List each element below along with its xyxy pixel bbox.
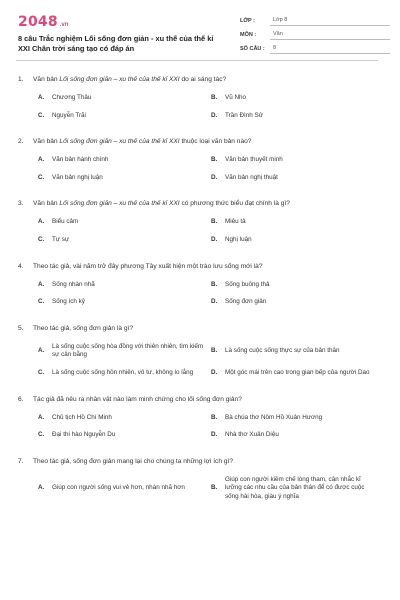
option-letter: D. <box>211 298 218 306</box>
option-letter: D. <box>211 431 218 439</box>
option-letter: C. <box>38 235 45 243</box>
answer-options <box>18 476 390 502</box>
question-text-pre: Văn bản <box>33 200 60 208</box>
question-text-row <box>18 199 390 208</box>
question-number: 4. <box>18 262 24 270</box>
option-row <box>38 476 390 502</box>
option-a[interactable] <box>38 414 211 423</box>
option-c[interactable] <box>38 369 211 378</box>
option-letter: A. <box>38 280 45 288</box>
option-text: Văn bản hành chính <box>52 156 109 164</box>
option-letter: B. <box>211 280 218 288</box>
question-4 <box>18 262 390 307</box>
question-text-row <box>18 324 390 333</box>
meta-row-count <box>240 40 390 54</box>
option-d[interactable] <box>211 369 384 378</box>
option-text: Chương Thâu <box>52 94 92 101</box>
option-b[interactable] <box>211 476 384 502</box>
question-5 <box>18 324 390 378</box>
option-text: Giúp con người sống vui vẻ hơn, nhàn nhã hơn <box>52 484 185 492</box>
meta-label: MÔN : <box>240 32 257 38</box>
option-text: Giúp con người kiềm chế lòng tham, cân nhắc kĩ lưỡng các nhu cầu của bản thân để có được cuộc sống hài hòa, giàu ý nghĩa <box>225 475 365 500</box>
option-c[interactable] <box>38 236 211 245</box>
question-text: Theo tác giả, vài năm trở đây phương Tây xuất hiện một trào lưu sống mới là? <box>33 262 263 270</box>
question-list <box>18 75 390 502</box>
document-title: 8 câu Trắc nghiệm Lối sống đơn giản - xu thế của thế kỉ XXI Chân trời sáng tạo có đáp án <box>18 34 214 53</box>
logo-domain-text: .vn <box>59 22 69 28</box>
option-b[interactable] <box>211 218 384 227</box>
option-text: Đại thi hào Nguyễn Du <box>52 431 116 439</box>
question-text <box>33 75 390 84</box>
option-row <box>38 431 390 440</box>
question-text: Tác giả đã nêu ra nhân vật nào làm minh chứng cho lối sống đơn giản? <box>33 395 242 403</box>
option-text: Là sống cuộc sống thực sự của bản thân <box>225 347 340 355</box>
option-letter: B. <box>211 413 218 421</box>
option-letter: B. <box>211 484 218 492</box>
option-b[interactable] <box>211 281 384 290</box>
option-a[interactable] <box>38 94 211 103</box>
meta-row-subject <box>240 26 390 40</box>
question-number: 1. <box>18 76 24 83</box>
question-text-post: do ai sáng tác? <box>179 76 227 83</box>
option-b[interactable] <box>211 347 384 356</box>
option-row <box>38 112 390 121</box>
option-text: Là sống cuộc sống hòa đồng với thiên nhiên, tìm kiếm sự cân bằng <box>52 342 204 359</box>
option-a[interactable] <box>38 218 211 227</box>
option-text: Trần Đình Sử <box>225 111 263 119</box>
question-text-post: có phương thức biểu đạt chính là gì? <box>179 200 290 208</box>
option-letter: A. <box>38 347 45 355</box>
answer-options <box>18 281 390 307</box>
option-text: Biểu cảm <box>52 218 79 226</box>
answer-options <box>18 156 390 182</box>
question-text: Theo tác giả, sống đơn giản là gì? <box>33 324 134 332</box>
question-2 <box>18 137 390 182</box>
option-letter: D. <box>211 368 218 376</box>
site-logo[interactable] <box>18 14 224 31</box>
option-letter: A. <box>38 413 45 421</box>
question-1 <box>18 75 390 120</box>
header-divider <box>16 60 378 61</box>
option-letter: B. <box>211 347 218 355</box>
option-c[interactable] <box>38 431 211 440</box>
answer-options <box>18 94 390 120</box>
option-row <box>38 414 390 423</box>
question-text-pre: Văn bản <box>33 138 60 146</box>
option-row <box>38 369 390 378</box>
option-row <box>38 343 390 360</box>
option-text: Sống buông thả <box>225 280 270 288</box>
option-c[interactable] <box>38 112 211 121</box>
option-text: Văn bản nghị luận <box>52 173 103 181</box>
meta-label: LỚP : <box>240 18 255 24</box>
option-a[interactable] <box>38 156 211 165</box>
option-row <box>38 156 390 165</box>
option-letter: A. <box>38 156 45 164</box>
option-text: Là sống cuộc sống hồn nhiên, vô tư, không lo lắng <box>52 368 194 376</box>
option-letter: A. <box>38 218 45 226</box>
question-3 <box>18 199 390 244</box>
option-row <box>38 94 390 103</box>
option-d[interactable] <box>211 236 384 245</box>
option-d[interactable] <box>211 298 384 307</box>
option-text: Một góc mái trên cao trong gian bếp của người Dao <box>225 368 370 376</box>
option-a[interactable] <box>38 343 211 360</box>
option-text: Vũ Nho <box>225 94 247 101</box>
question-7 <box>18 457 390 502</box>
answer-options <box>18 414 390 440</box>
option-c[interactable] <box>38 174 211 183</box>
question-number: 5. <box>18 324 24 332</box>
question-text: Theo tác giả, sống đơn giản mang lại cho chúng ta những lợi ích gì? <box>33 457 234 465</box>
question-text-row <box>18 75 390 84</box>
option-text: Sống nhàn nhã <box>52 280 95 288</box>
option-text: Miêu tả <box>225 218 246 226</box>
question-text-title: Lối sống đơn giản – xu thế của thế kỉ XXI <box>59 200 180 208</box>
meta-row-class <box>240 12 390 26</box>
option-d[interactable] <box>211 174 384 183</box>
option-letter: A. <box>38 94 45 101</box>
option-letter: D. <box>211 235 218 243</box>
option-letter: C. <box>38 431 45 439</box>
option-letter: C. <box>38 368 45 376</box>
option-row <box>38 298 390 307</box>
option-text: Nghị luận <box>225 235 252 243</box>
question-text-title: Lối sống đơn giản – xu thế của thế kỉ XXI <box>59 138 180 146</box>
question-number: 3. <box>18 200 24 208</box>
option-letter: D. <box>211 173 218 181</box>
meta-value: 8 <box>270 45 390 54</box>
option-letter: C. <box>38 173 45 181</box>
question-text-pre: Văn bản <box>33 76 60 83</box>
question-text-title: Lối sống đơn giản – xu thế của thế kỉ XXI <box>59 76 180 83</box>
option-text: Chủ tịch Hồ Chí Minh <box>52 413 112 421</box>
option-c[interactable] <box>38 298 211 307</box>
option-row <box>38 236 390 245</box>
question-text-row <box>18 262 390 271</box>
header <box>18 0 390 60</box>
question-text <box>33 199 390 208</box>
answer-options <box>18 343 390 378</box>
option-a[interactable] <box>38 484 211 493</box>
option-b[interactable] <box>211 414 384 423</box>
option-text: Tự sự <box>52 235 70 243</box>
question-text <box>33 137 390 146</box>
meta-value: Lớp 8 <box>270 17 390 26</box>
option-text: Sống đơn giản <box>225 298 267 306</box>
option-a[interactable] <box>38 281 211 290</box>
question-text-post: thuộc loại văn bản nào? <box>179 138 252 146</box>
option-b[interactable] <box>211 156 384 165</box>
option-letter: B. <box>211 94 218 101</box>
option-letter: B. <box>211 156 218 164</box>
option-letter: B. <box>211 218 218 226</box>
question-text-row <box>18 395 390 404</box>
option-letter: A. <box>38 484 45 492</box>
logo-main-text: 2048 <box>18 14 58 30</box>
question-6 <box>18 395 390 440</box>
option-letter: C. <box>38 298 45 306</box>
option-d[interactable] <box>211 431 384 440</box>
question-text-row <box>18 137 390 146</box>
meta-info <box>240 12 390 60</box>
option-text: Văn bản thuyết minh <box>225 156 283 164</box>
option-text: Văn bản nghị thuật <box>225 173 278 181</box>
question-number: 6. <box>18 395 24 403</box>
option-row <box>38 218 390 227</box>
option-row <box>38 174 390 183</box>
option-d[interactable] <box>211 112 384 121</box>
answer-options <box>18 218 390 244</box>
option-row <box>38 281 390 290</box>
option-letter: D. <box>211 111 218 119</box>
option-letter: C. <box>38 111 45 119</box>
header-left <box>18 14 224 60</box>
question-text-row <box>18 457 390 466</box>
meta-value: Văn <box>270 31 390 40</box>
option-text: Bà chúa thơ Nôm Hồ Xuân Hương <box>225 413 323 421</box>
option-b[interactable] <box>211 94 384 103</box>
meta-label: SỐ CÂU : <box>240 46 265 52</box>
option-text: Nguyễn Trãi <box>52 111 86 119</box>
question-number: 2. <box>18 138 24 146</box>
question-number: 7. <box>18 457 24 465</box>
option-text: Sống ích kỷ <box>52 298 85 306</box>
option-text: Nhà thơ Xuân Diệu <box>225 431 279 439</box>
